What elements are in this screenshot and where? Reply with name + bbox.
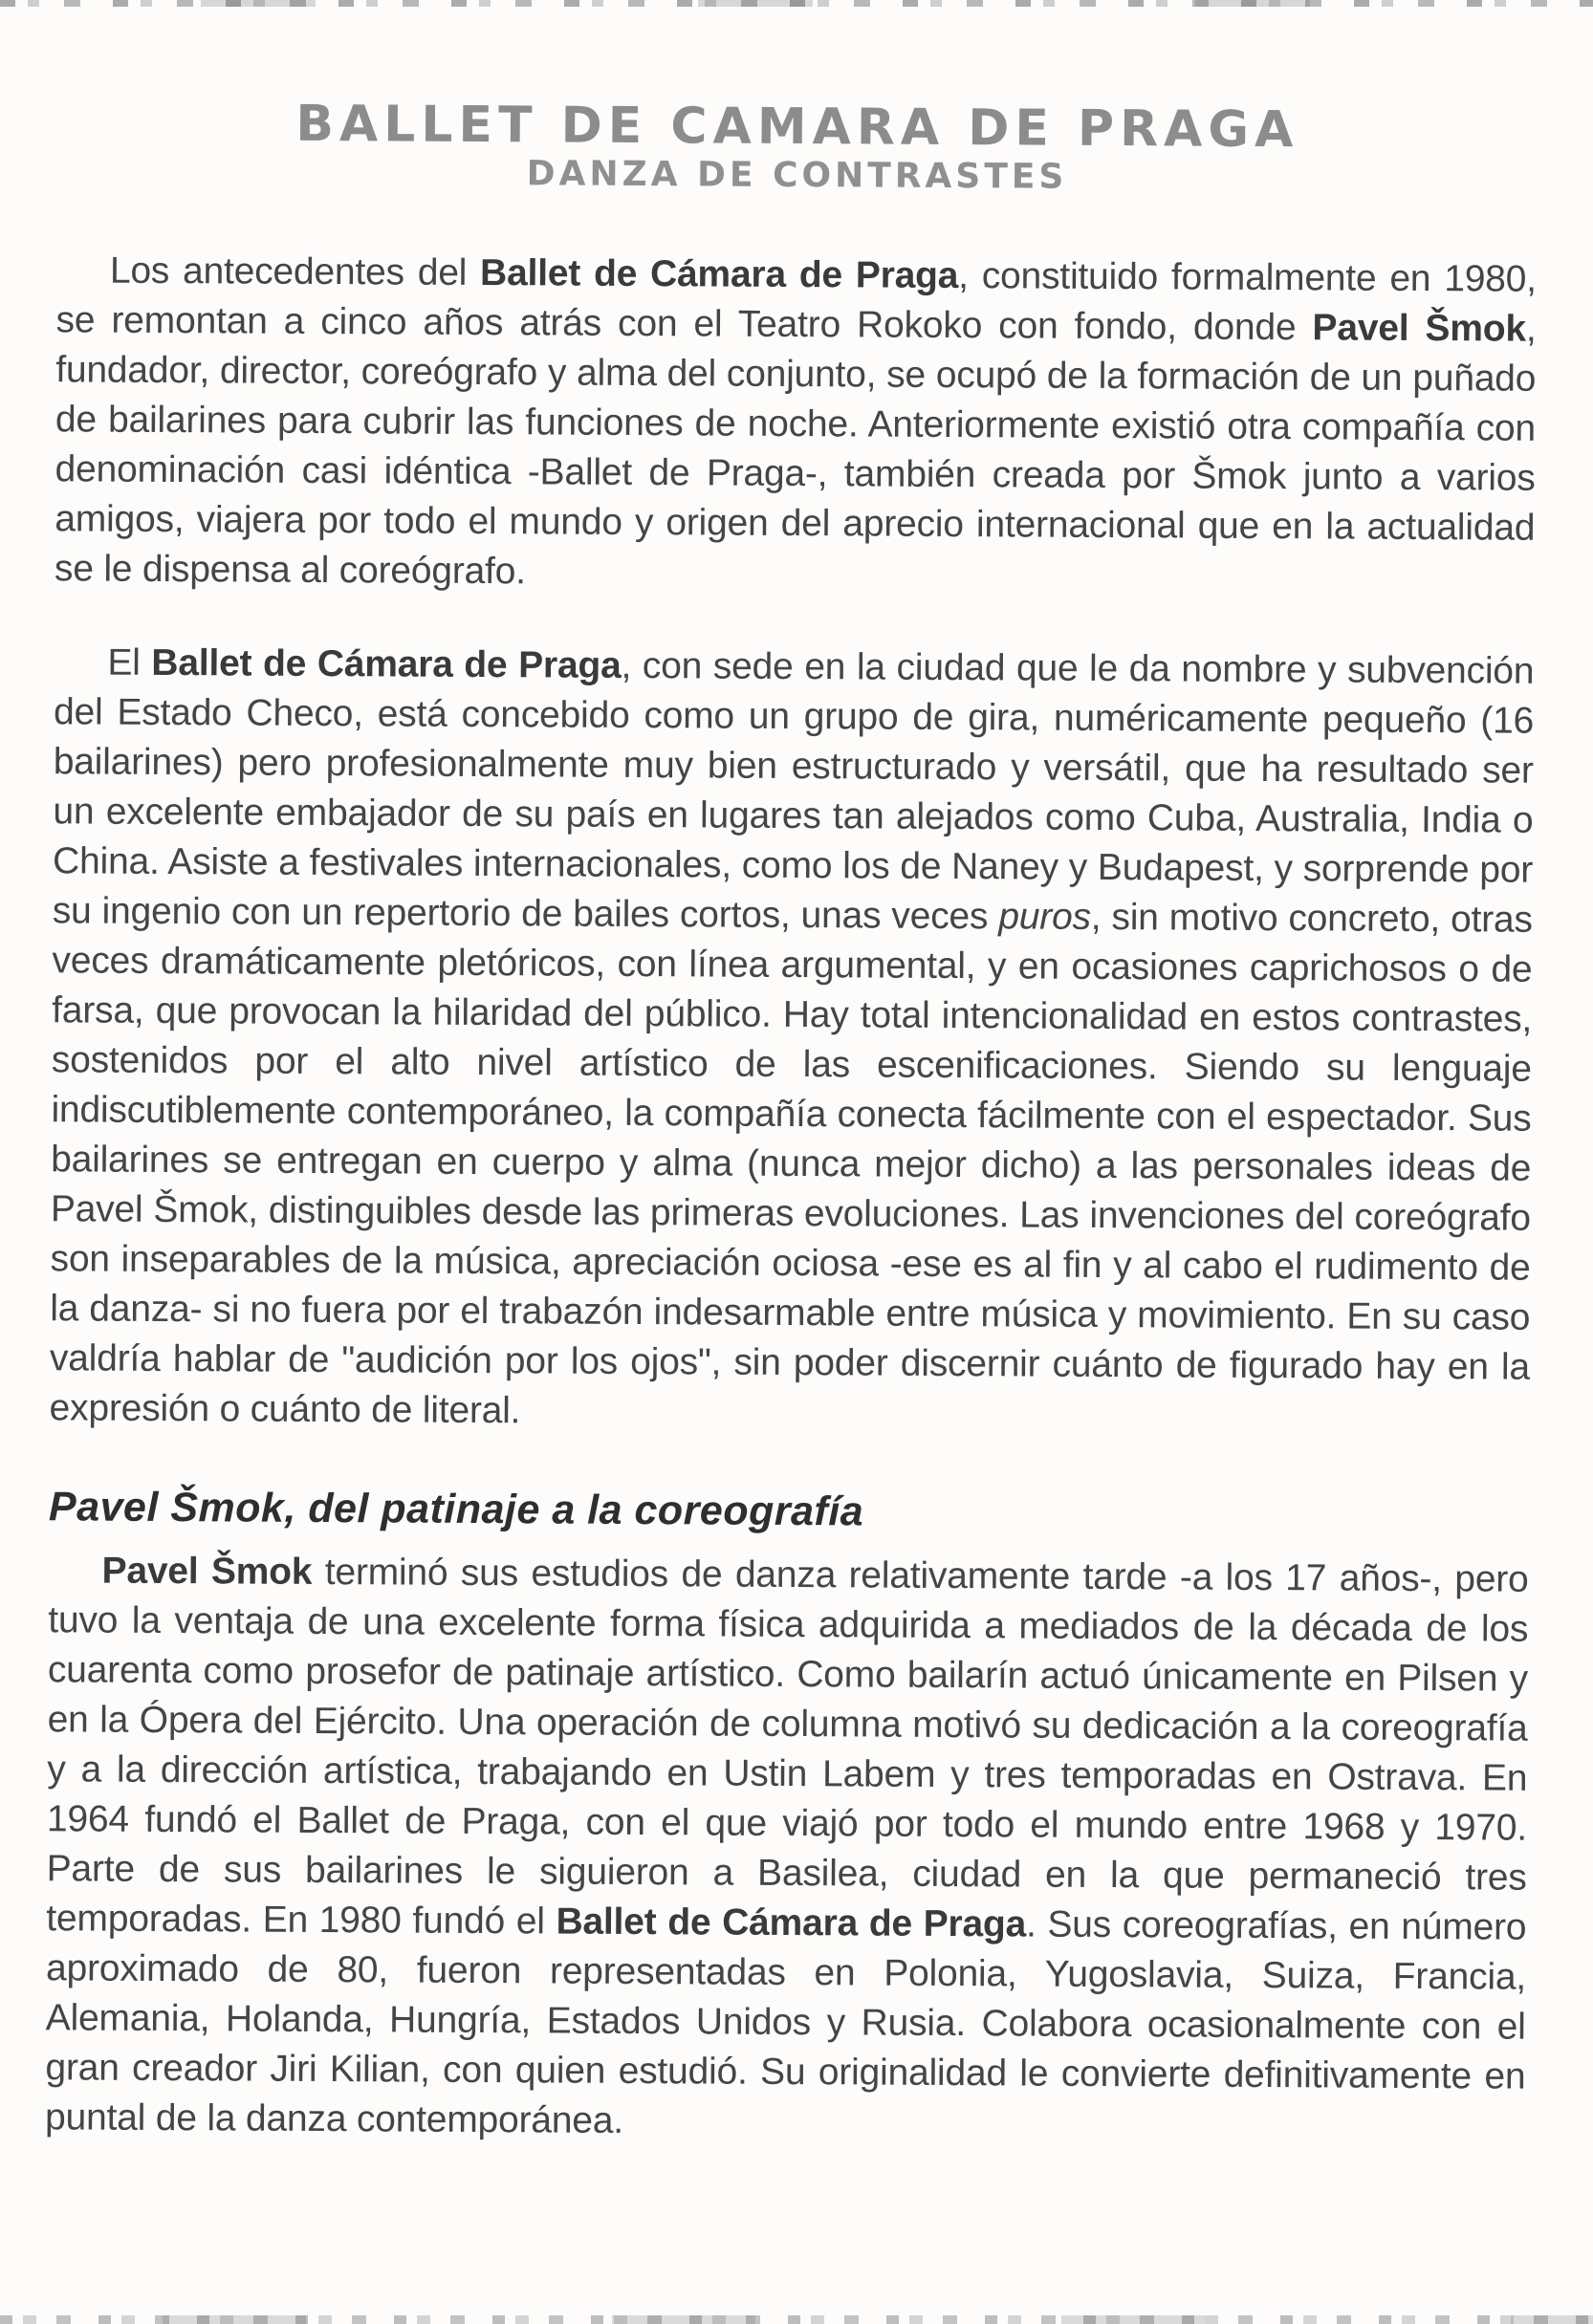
text-run: . Sus coreografías, en número aproximado de 80, fueron representadas en Polonia, Yugoslavia, Suiza, Francia, Alemania, Holanda, Hungría, Estados Unidos y Rusia. Colabora ocasionalmente con el gran creador Jiri Kilian, con quien estudió. Su originalidad le convierte definitivamente en puntal de la danza contemporánea.	[44, 1903, 1527, 2141]
text-run: , fundador, director, coreógrafo y alma del conjunto, se ocupó de la formación de un puñado de bailarines para cubrir las funciones de noche. Anteriormente existió otra compañía con denominación casi idéntica -Ballet de Praga-, también creada por Šmok junto a varios amigos, viajera por todo el mundo y origen del aprecio internacional que en la actualidad se le dispensa al coreógrafo.	[54, 309, 1537, 593]
text-run-bold: Ballet de Cámara de Praga	[556, 1900, 1027, 1945]
paragraph-biography	[45, 1546, 1529, 2151]
text-run: , sin motivo concreto, otras veces dramáticamente pletóricos, con línea argumental, y en ocasiones caprichosos o de farsa, que provocan la hilaridad del público. Hay total intencionalidad en estos contrastes, sostenidos por el alto nivel artístico de las escenificaciones. Siendo su lenguaje indiscutiblemente contemporáneo, la compañía conecta fácilmente con el espectador. Sus bailarines se entregan en cuerpo y alma (nunca mejor dicho) a las personales ideas de Pavel Šmok, distinguibles desde las primeras evoluciones. Las invenciones del coreógrafo son inseparables de la música, apreciación ociosa -ese es al fin y al cabo el rudimento de la danza- si no fuera por el trabazón indesarmable entre música y movimiento. En su caso valdría hablar de "audición por los ojos", sin poder discernir cuánto de figurado hay en la expresión o cuánto de literal.	[49, 897, 1533, 1432]
text-run: El	[107, 641, 152, 684]
page-subtitle: DANZA DE CONTRASTES	[526, 153, 1068, 197]
paragraph-history	[55, 247, 1537, 603]
text-run: , con sede en la ciudad que le da nombre y subvención del Estado Checo, está concebido como un grupo de gira, numéricamente pequeño (16 bailarines) pero profesionalmente muy bien estructurado y versátil, que ha resultado ser un excelente embajador de su país en lugares tan alejados como Cuba, Australia, India o China. Asiste a festivales internacionales, como los de Naney y Budapest, y sorprende por su ingenio con un repertorio de bailes cortos, unas veces	[52, 645, 1535, 938]
page-title: BALLET DE CAMARA DE PRAGA	[295, 95, 1299, 160]
document-header	[56, 97, 1538, 198]
text-run: Los antecedentes del	[109, 250, 481, 294]
text-run-bold: Ballet de Cámara de Praga	[151, 642, 622, 687]
text-run-bold: Pavel Šmok	[101, 1550, 313, 1593]
text-run: , constituido formalmente en 1980, se remontan a cinco años atrás con el Teatro Rokoko con fondo, donde	[55, 255, 1538, 349]
text-run-bold: Ballet de Cámara de Praga	[479, 252, 959, 297]
scan-artifact-top	[0, 0, 1593, 7]
scan-artifact-bottom	[0, 2315, 1593, 2324]
text-run-bold: Pavel Šmok	[1312, 307, 1527, 351]
paragraph-company	[49, 639, 1534, 1443]
text-run-italic: puros	[998, 896, 1091, 939]
page-content	[45, 97, 1538, 2151]
text-run: terminó sus estudios de danza relativamente tarde -a los 17 años-, pero tuvo la ventaja de una excelente forma física adquirida a mediados de la década de los cuarenta como prosefor de patinaje artístico. Como bailarín actuó únicamente en Pilsen y en la Ópera del Ejército. Una operación de columna motivó su dedicación a la coreografía y a la dirección artística, trabajando en Ustin Labem y tres temporadas en Ostrava. En 1964 fundó el Ballet de Praga, con el que viajó por todo el mundo entre 1968 y 1970. Parte de sus bailarines le siguieron a Basilea, ciudad en la que permaneció tres temporadas. En 1980 fundó el	[46, 1551, 1529, 1943]
section-heading: Pavel Šmok, del patinaje a la coreografía	[48, 1484, 864, 1535]
